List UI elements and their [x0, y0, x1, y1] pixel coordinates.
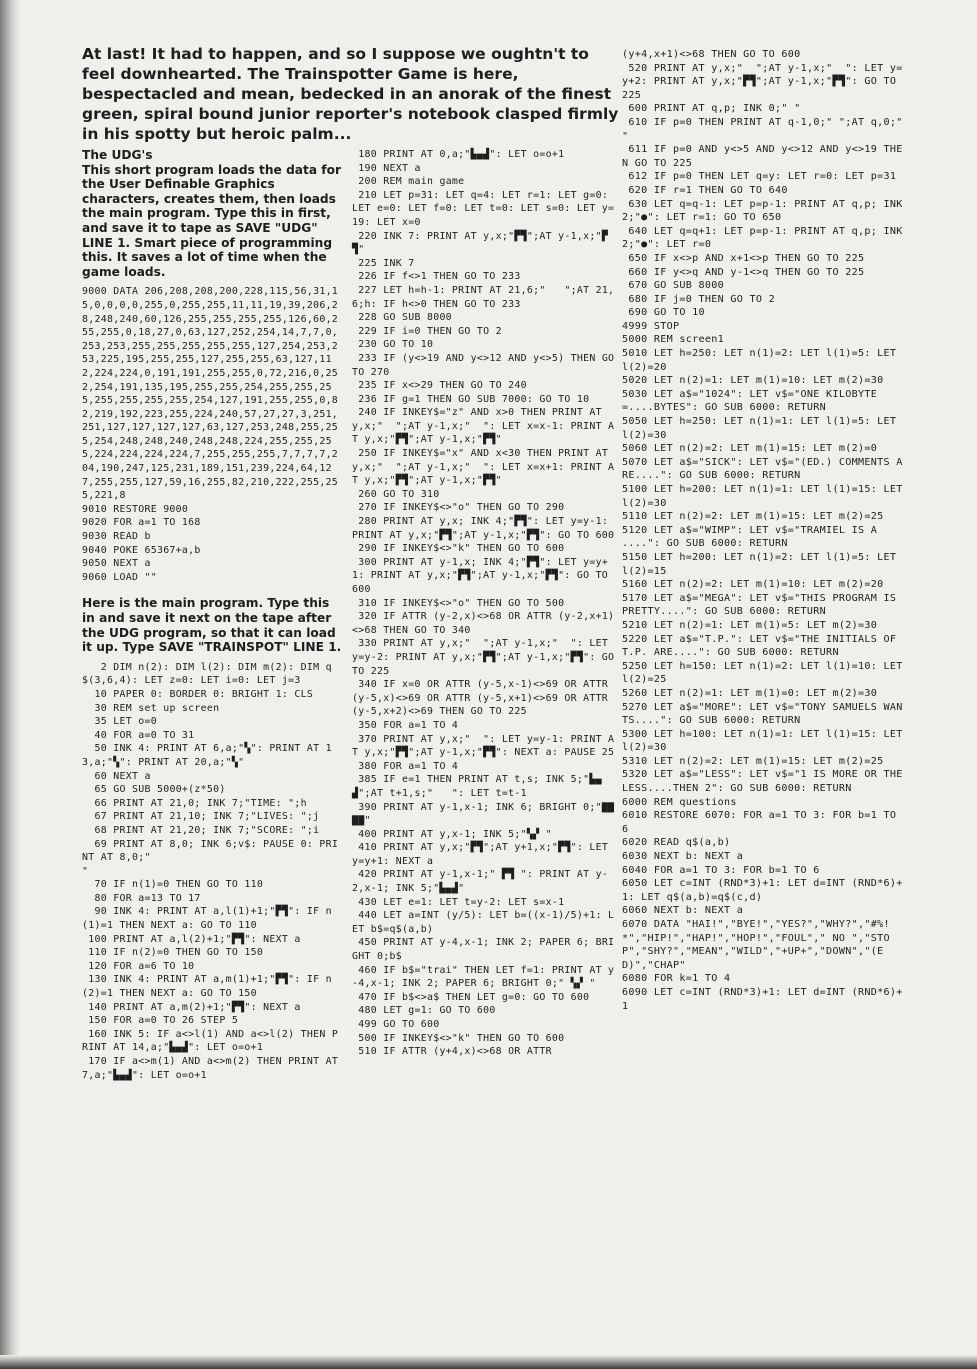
main-listing-part3: (y+4,x+1)<>68 THEN GO TO 600 520 PRINT AT y,x;" ";AT y-1,x;" ": LET y=y+2: PRINT AT y,x;"▛▜";AT y-1,x;"▛▜": GO TO 225 600 PRINT AT q,p; INK 0;" " 610 IF p=0 THEN PRINT AT q-1,0;" ";AT q,0;" " 611 IF p=0 AND y<>5 AND y<>12 AND y<>19 THEN GO TO 225 612 IF p=0 THEN LET q=y: LET r=0: LET p=31 620 IF r=1 THEN GO TO 640 630 LET q=q-1: LET p=p-1: PRINT AT q,p; INK 2;"●": LET r=1: GO TO 650 640 LET q=q+1: LET p=p-1: PRINT AT q,p; INK 2;"●": LET r=0 650 IF x<>p AND x+1<>p THEN GO TO 225 660 IF y<>q AND y-1<>q THEN GO TO 225 670 GO SUB 8000 680 IF j=0 THEN GO TO 2 690 GO TO 10 4999 STOP 5000 REM screen1 5010 LET h=250: LET n(1)=2: LET l(1)=5: LET l(2)=20 5020 LET n(2)=1: LET m(1)=10: LET m(2)=30 5030 LET a$="1024": LET v$="ONE KILOBYTE =....BYTES": GO SUB 6000: RETURN 5050 LET h=250: LET n(1)=1: LET l(1)=5: LET l(2)=30 5060 LET n(2)=2: LET m(1)=15: LET m(2)=0 5070 LET a$="SICK": LET v$="(ED.) COMMENTS ARE....": GO SUB 6000: RETURN 5100 LET h=200: LET n(1)=1: LET l(1)=15: LET l(2)=30 5110 LET n(2)=2: LET m(1)=15: LET m(2)=25 5120 LET a$="WIMP": LET v$="TRAMIEL IS A ....": GO SUB 6000: RETURN 5150 LET h=200: LET n(1)=2: LET l(1)=5: LET l(2)=15 5160 LET n(2)=2: LET m(1)=10: LET m(2)=20 5170 LET a$="MEGA": LET v$="THIS PROGRAM IS PRETTY....": GO SUB 6000: RETURN 5210 LET n(2)=1: LET m(1)=5: LET m(2)=30 5220 LET a$="T.P.": LET v$="THE INITIALS OF T.P. ARE....": GO SUB 6000: RETURN 5250 LET h=150: LET n(1)=2: LET l(1)=10: LET l(2)=25 5260 LET n(2)=1: LET m(1)=0: LET m(2)=30 5270 LET a$="MORE": LET v$="TONY SAMUELS WANTS....": GO SUB 6000: RETURN 5300 LET h=100: LET n(1)=1: LET l(1)=15: LET l(2)=30 5310 LET n(2)=2: LET m(1)=15: LET m(2)=25 5320 LET a$="LESS": LET v$="1 IS MORE OR THE LESS....THEN 2": GO SUB 6000: RETURN 6000 REM questions 6010 RESTORE 6070: FOR a=1 TO 3: FOR b=1 TO 6 6020 READ q$(a,b) 6030 NEXT b: NEXT a 6040 FOR a=1 TO 3: FOR b=1 TO 6 6050 LET c=INT (RND*3)+1: LET d=INT (RND*6)+1: LET q$(a,b)=q$(c,d) 6060 NEXT b: NEXT a 6070 DATA "HAI!","BYE!","YES?","WHY?","#%!*","HIP!","HAP!","HOP!","FOUL"," NO ","STOP","SHY?","MEAN","WILD","+UP+","DOWN","(ED)","CHAP" 6080 FOR k=1 TO 4 6090 LET c=INT (RND*3)+1: LET d=INT (RND*6)+1	[622, 49, 903, 1012]
page-spine-shadow	[0, 0, 20, 1369]
udg-heading: The UDG's This short program loads the data for the User Definable Graphics characters, creates them, then loads the main program. Type this in first, and save it to tape as SAVE "UDG" LINE 1. Smart piece of programming this. It saves a lot of time when the game loads.	[82, 148, 341, 279]
page-bottom-edge	[0, 1355, 977, 1369]
main-listing-part1: 2 DIM n(2): DIM l(2): DIM m(2): DIM q$(3,6,4): LET z=0: LET i=0: LET j=3 10 PAPER 0: BORDER 0: BRIGHT 1: CLS 30 REM set up screen 35 LET o=0 40 FOR a=0 TO 31 50 INK 4: PRINT AT 6,a;"▚": PRINT AT 13,a;"▚": PRINT AT 20,a;"▚" 60 NEXT a 65 GO SUB 5000+(z*50) 66 PRINT AT 21,0; INK 7;"TIME: ";h 67 PRINT AT 21,10; INK 7;"LIVES: ";j 68 PRINT AT 21,20; INK 7;"SCORE: ";i 69 PRINT AT 8,0; INK 6;v$: PAUSE 0: PRINT AT 8,0;" " 70 IF n(1)=0 THEN GO TO 110 80 FOR a=13 TO 17 90 INK 4: PRINT AT a,l(1)+1;"▛▜": IF n(1)=1 THEN NEXT a: GO TO 110 100 PRINT AT a,l(2)+1;"▛▜": NEXT a 110 IF n(2)=0 THEN GO TO 150 120 FOR a=6 TO 10 130 INK 4: PRINT AT a,m(1)+1;"▛▜": IF n(2)=1 THEN NEXT a: GO TO 150 140 PRINT AT a,m(2)+1;"▛▜": NEXT a 150 FOR a=0 TO 26 STEP 5 160 INK 5: IF a<>l(1) AND a<>l(2) THEN PRINT AT 14,a;"▙▄▟": LET o=o+1 170 IF a<>m(1) AND a<>m(2) THEN PRINT AT 7,a;"▙▄▟": LET o=o+1	[82, 661, 339, 1081]
article-intro: At last! It had to happen, and so I suppose we oughtn't to feel downhearted. The Trainspotter Game is here, bespectacled and mean, bedecked in an anorak of the finest green, spiral bound junior reporter's notebook clasped firmly in his spotty but heroic palm...	[82, 45, 619, 143]
column-3	[622, 48, 907, 1355]
main-program-heading: Here is the main program. Type this in and save it next on the tape after the UDG program, so that it can load it up. Type SAVE "TRAINSPOT" LINE 1.	[82, 596, 342, 655]
column-2	[352, 148, 617, 1355]
column-1	[82, 148, 342, 1355]
main-listing-part2: 180 PRINT AT 0,a;"▙▄▟": LET o=o+1 190 NEXT a 200 REM main game 210 LET p=31: LET q=4: LET r=1: LET g=0: LET e=0: LET f=0: LET t=0: LET s=0: LET y=19: LET x=0 220 INK 7: PRINT AT y,x;"▛▜";AT y-1,x;"▛▜" 225 INK 7 226 IF f<>1 THEN GO TO 233 227 LET h=h-1: PRINT AT 21,6;" ";AT 21,6;h: IF h<>0 THEN GO TO 233 228 GO SUB 8000 229 IF i=0 THEN GO TO 2 230 GO TO 10 233 IF (y<>19 AND y<>12 AND y<>5) THEN GO TO 270 235 IF x<>29 THEN GO TO 240 236 IF g=1 THEN GO SUB 7000: GO TO 10 240 IF INKEY$="z" AND x>0 THEN PRINT AT y,x;" ";AT y-1,x;" ": LET x=x-1: PRINT AT y,x;"▛▜";AT y-1,x;"▛▜" 250 IF INKEY$="x" AND x<30 THEN PRINT AT y,x;" ";AT y-1,x;" ": LET x=x+1: PRINT AT y,x;"▛▜";AT y-1,x;"▛▜" 260 GO TO 310 270 IF INKEY$<>"o" THEN GO TO 290 280 PRINT AT y,x; INK 4;"▛▜": LET y=y-1: PRINT AT y,x;"▛▜";AT y-1,x;"▛▜": GO TO 600 290 IF INKEY$<>"k" THEN GO TO 600 300 PRINT AT y-1,x; INK 4;"▛▜": LET y=y+1: PRINT AT y,x;"▛▜";AT y-1,x;"▛▜": GO TO 600 310 IF INKEY$<>"o" THEN GO TO 500 320 IF ATTR (y-2,x)<>68 OR ATTR (y-2,x+1)<>68 THEN GO TO 340 330 PRINT AT y,x;" ";AT y-1,x;" ": LET y=y-2: PRINT AT y,x;"▛▜";AT y-1,x;"▛▜": GO TO 225 340 IF x=0 OR ATTR (y-5,x-1)<>69 OR ATTR (y-5,x)<>69 OR ATTR (y-5,x+1)<>69 OR ATTR (y-5,x+2)<>69 THEN GO TO 225 350 FOR a=1 TO 4 370 PRINT AT y,x;" ": LET y=y-1: PRINT AT y,x;"▛▜";AT y-1,x;"▛▜": NEXT a: PAUSE 25 380 FOR a=1 TO 4 385 IF e=1 THEN PRINT AT t,s; INK 5;"▙▄▟";AT t+1,s;" ": LET t=t-1 390 PRINT AT y-1,x-1; INK 6; BRIGHT 0;"▇▇▇▇" 400 PRINT AT y,x-1; INK 5;"▚▞ " 410 PRINT AT y,x;"▛▜";AT y+1,x;"▛▜": LET y=y+1: NEXT a 420 PRINT AT y-1,x-1;" ▛▜ ": PRINT AT y-2,x-1; INK 5;"▙▄▟" 430 LET e=1: LET t=y-2: LET s=x-1 440 LET a=INT (y/5): LET b=((x-1)/5)+1: LET b$=q$(a,b) 450 PRINT AT y-4,x-1; INK 2; PAPER 6; BRIGHT 0;b$ 460 IF b$="trai" THEN LET f=1: PRINT AT y-4,x-1; INK 2; PAPER 6; BRIGHT 0;" ▚▞ " 470 IF b$<>a$ THEN LET g=0: GO TO 600 480 LET g=1: GO TO 600 499 GO TO 600 500 IF INKEY$<>"k" THEN GO TO 600 510 IF ATTR (y+4,x)<>68 OR ATTR	[352, 149, 615, 1058]
udg-listing: 9000 DATA 206,208,208,200,228,115,56,31,15,0,0,0,0,255,0,255,255,11,11,19,39,206,28,248,240,60,126,255,255,255,255,126,60,255,255,0,18,27,0,63,127,252,254,14,7,7,0,253,253,255,255,255,255,255,127,254,253,253,225,195,255,255,127,255,255,63,127,112,224,224,0,191,191,255,255,0,72,216,0,252,254,191,135,195,255,255,254,255,255,255,255,255,255,255,254,127,191,255,255,0,82,219,192,223,255,224,240,57,27,27,3,251,251,127,127,127,127,63,127,253,248,255,255,254,248,248,240,248,248,224,255,255,255,224,224,224,224,7,255,255,255,7,7,7,7,204,190,247,125,231,189,151,239,224,64,127,255,255,127,59,16,255,82,210,222,255,255,221,8 9010 RESTORE 9000 9020 FOR a=1 TO 168 9030 READ b 9040 POKE 65367+a,b 9050 NEXT a 9060 LOAD ""	[82, 286, 339, 583]
